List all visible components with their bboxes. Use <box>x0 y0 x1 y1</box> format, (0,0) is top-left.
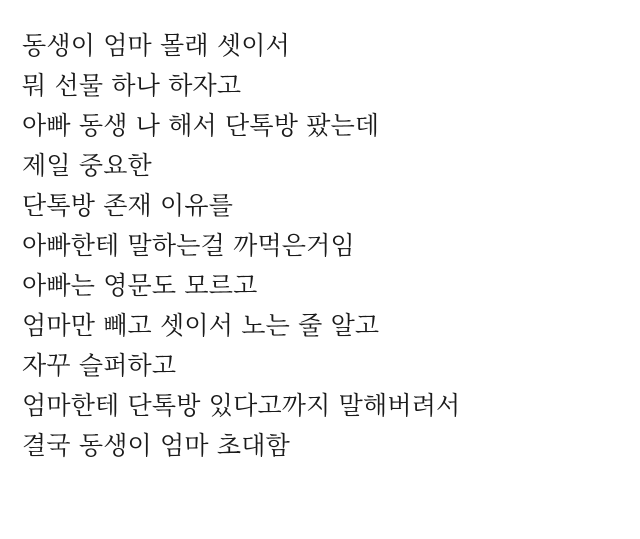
text-line: 동생이 엄마 몰래 셋이서 <box>22 31 290 60</box>
text-line: 뭐 선물 하나 하자고 <box>22 71 242 100</box>
text-line: 결국 동생이 엄마 초대함 <box>22 431 290 460</box>
text-line: 아빠한테 말하는걸 까먹은거임 <box>22 231 355 260</box>
text-line: 엄마만 빼고 셋이서 노는 줄 알고 <box>22 311 380 340</box>
text-line: 자꾸 슬퍼하고 <box>22 351 177 380</box>
text-line: 아빠는 영문도 모르고 <box>22 271 258 300</box>
story-text-block <box>22 26 640 466</box>
text-line: 아빠 동생 나 해서 단톡방 팠는데 <box>22 111 380 140</box>
text-line: 단톡방 존재 이유를 <box>22 191 234 220</box>
text-line: 제일 중요한 <box>22 151 152 180</box>
text-line: 엄마한테 단톡방 있다고까지 말해버려서 <box>22 391 461 420</box>
